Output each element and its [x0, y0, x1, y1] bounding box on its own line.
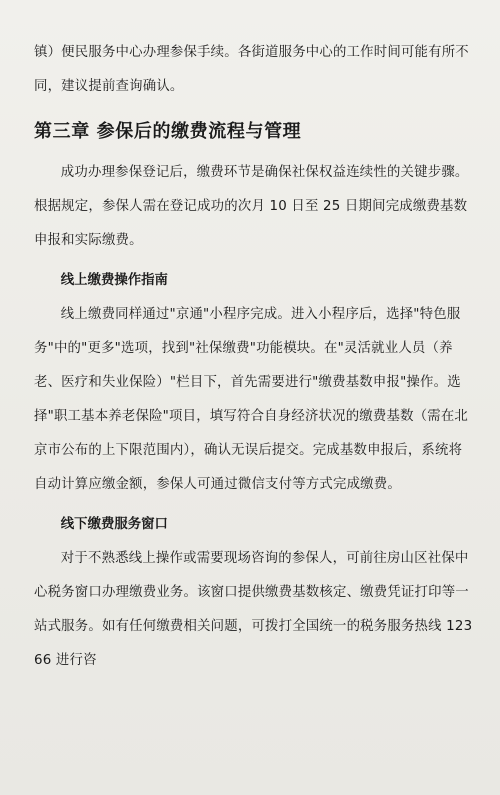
continued-paragraph: 镇）便民服务中心办理参保手续。各街道服务中心的工作时间可能有所不同，建议提前查询确认。: [34, 45, 469, 94]
intro-paragraph: 成功办理参保登记后，缴费环节是确保社保权益连续性的关键步骤。根据规定，参保人需在登记成功的次月 10 日至 25 日期间完成缴费基数申报和实际缴费。: [34, 165, 469, 248]
document-body: [34, 36, 474, 678]
online-payment-heading: 线上缴费操作指南: [60, 273, 168, 288]
chapter-title: 第三章 参保后的缴费流程与管理: [34, 121, 302, 142]
offline-payment-heading: 线下缴费服务窗口: [60, 517, 168, 532]
online-payment-paragraph: 线上缴费同样通过"京通"小程序完成。进入小程序后，选择"特色服务"中的"更多"选项，找到"社保缴费"功能模块。在"灵活就业人员（养老、医疗和失业保险）"栏目下，首先需要进行"缴费基数申报"操作。选择"职工基本养老保险"项目，填写符合自身经济状况的缴费基数（需在北京市公布的上下限范围内），确认无误后提交。完成基数申报后，系统将自动计算应缴金额，参保人可通过微信支付等方式完成缴费。: [34, 307, 469, 492]
offline-payment-paragraph: 对于不熟悉线上操作或需要现场咨询的参保人，可前往房山区社保中心税务窗口办理缴费业务。该窗口提供缴费基数核定、缴费凭证打印等一站式服务。如有任何缴费相关问题，可拨打全国统一的税务服务热线 12366 进行咨: [34, 551, 473, 668]
